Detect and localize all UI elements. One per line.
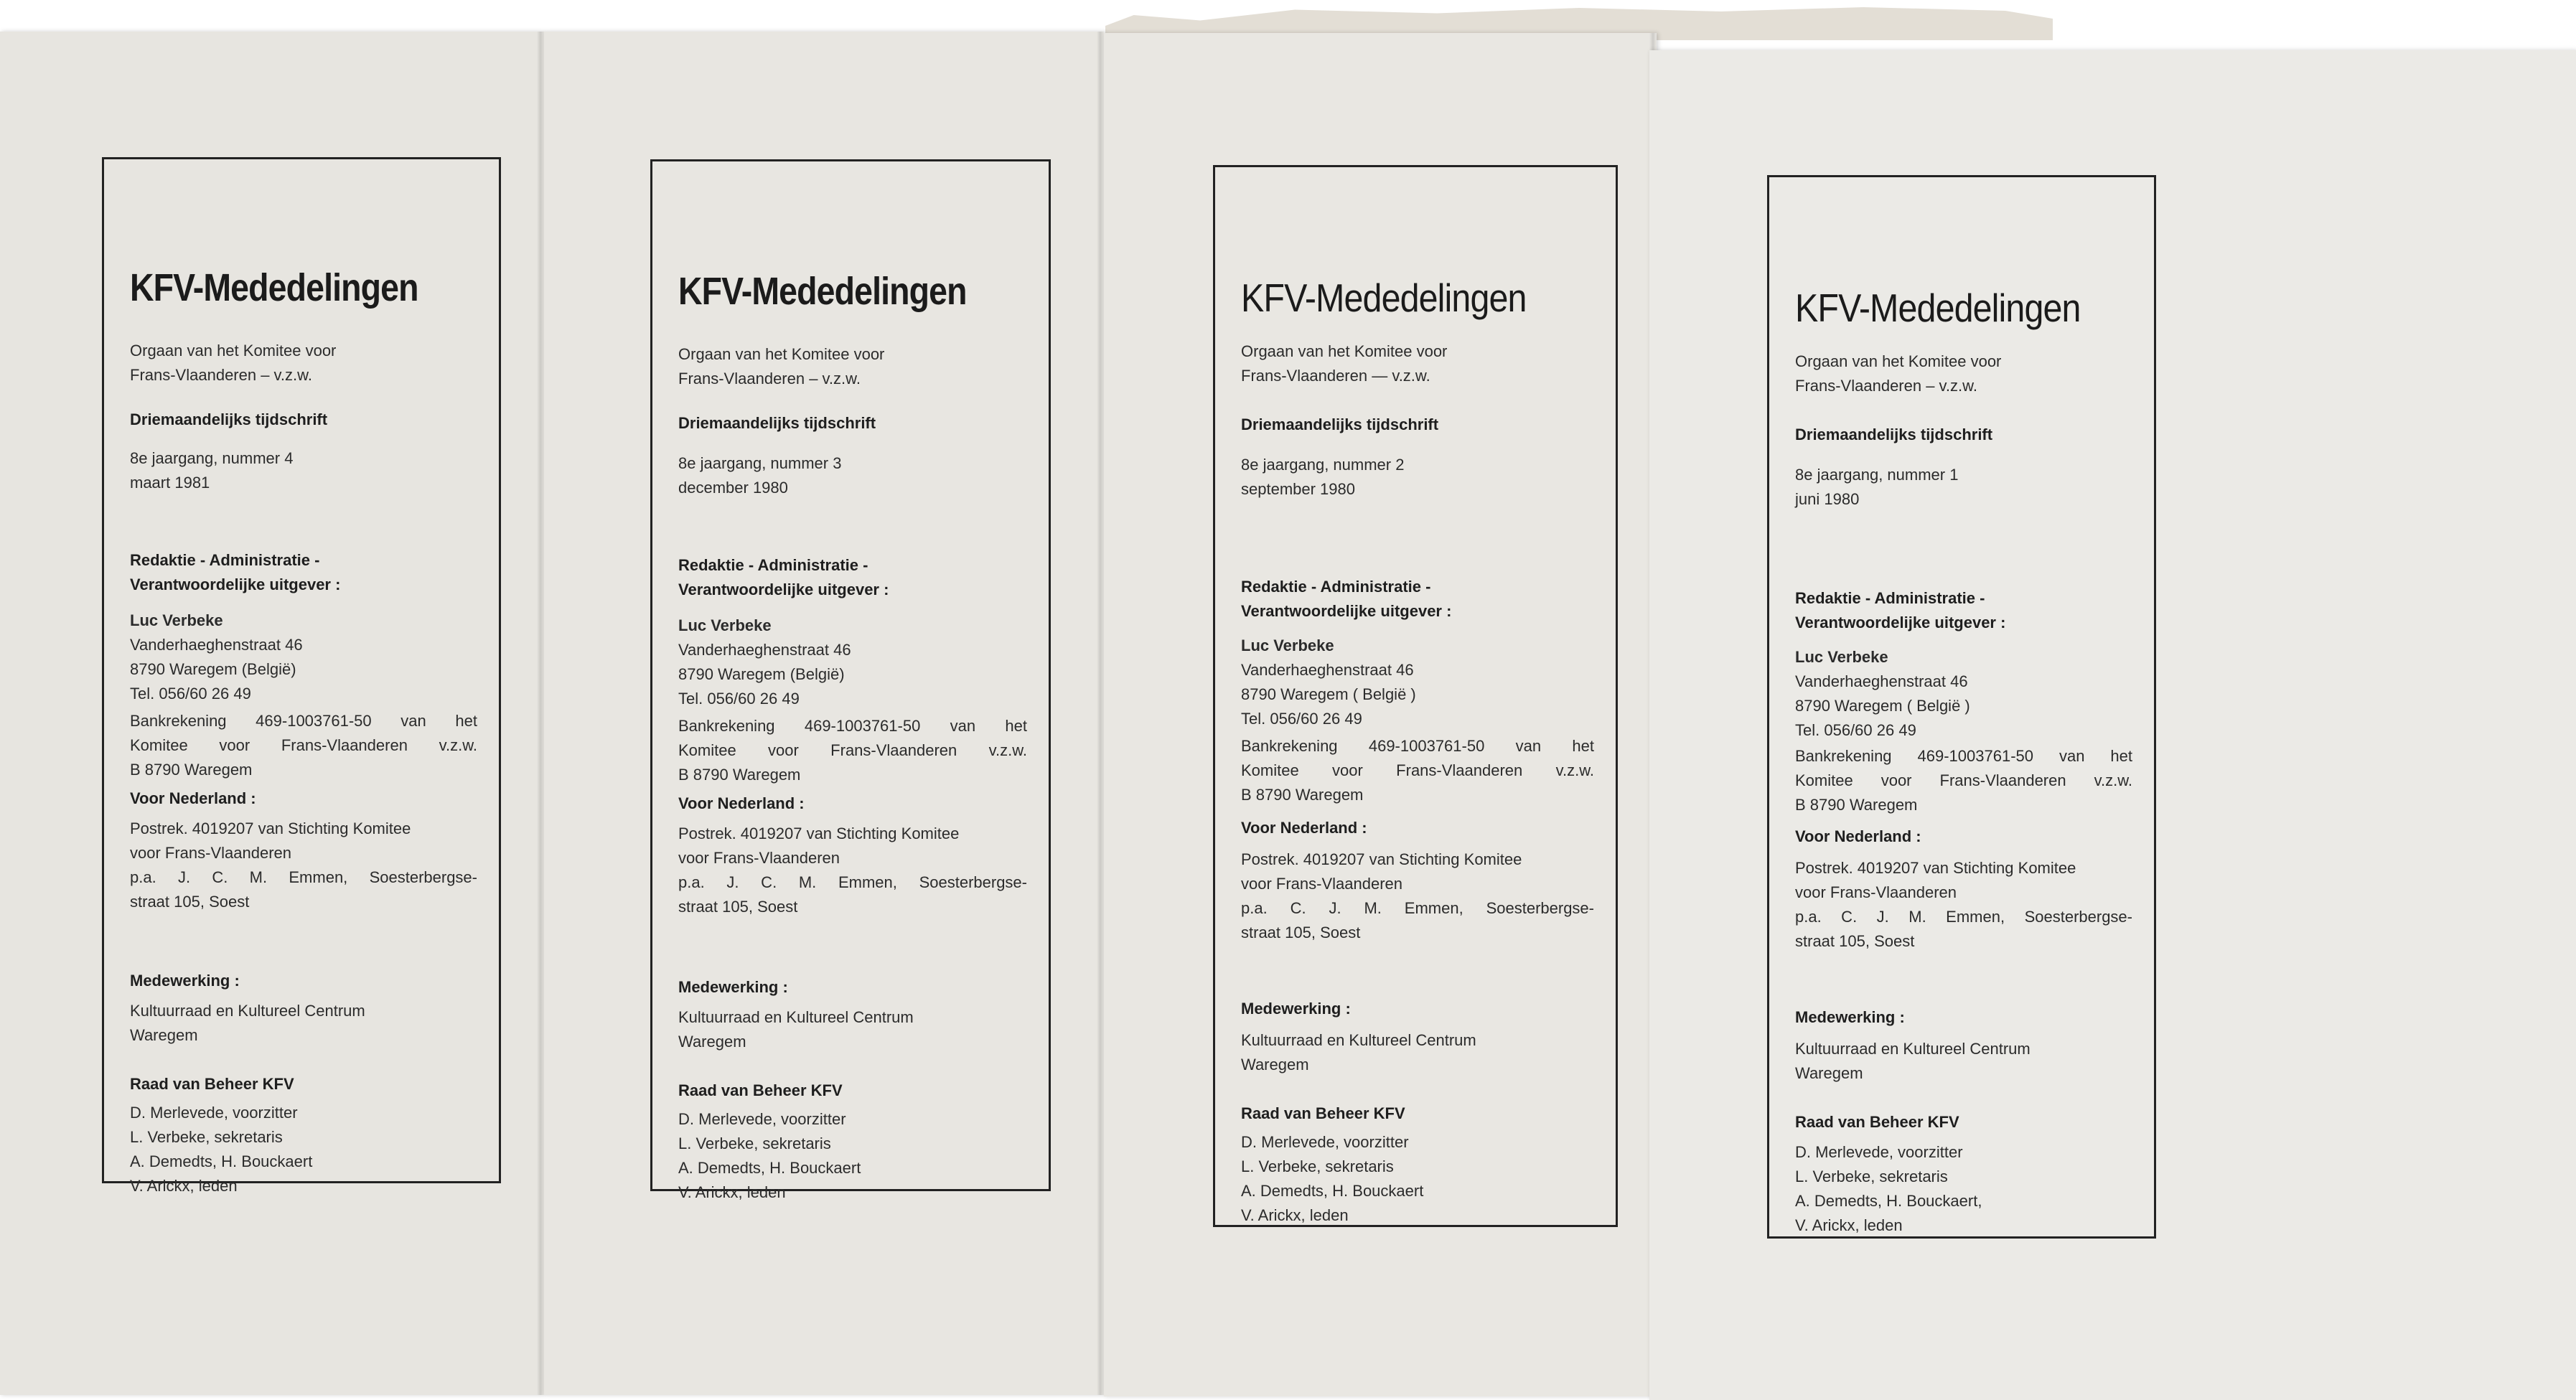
colophon-frame bbox=[1767, 175, 2156, 1239]
cooperation-heading: Medewerking : bbox=[1795, 1008, 1905, 1026]
masthead-title: KFV-Mededelingen bbox=[1241, 276, 1527, 320]
bank-details: Bankrekening 469-1003761-50 van het Komitee voor Frans-Vlaanderen v.z.w. B 8790 Waregem bbox=[130, 712, 477, 779]
netherlands-details: Postrek. 4019207 van Stichting Komitee voor Frans-Vlaanderen p.a. J. C. M. Emmen, Soesterbergse- straat 105, Soest bbox=[130, 819, 477, 911]
netherlands-heading: Voor Nederland : bbox=[1795, 827, 1921, 845]
bank-details: Bankrekening 469-1003761-50 van het Komitee voor Frans-Vlaanderen v.z.w. B 8790 Waregem bbox=[678, 717, 1027, 784]
netherlands-details: Postrek. 4019207 van Stichting Komitee voor Frans-Vlaanderen p.a. C. J. M. Emmen, Soesterbergse- straat 105, Soest bbox=[1795, 859, 2132, 950]
editor-contact: Luc Verbeke Vanderhaeghenstraat 46 8790 Waregem (België) Tel. 056/60 26 49 bbox=[678, 614, 1027, 711]
booklet-spine bbox=[537, 32, 544, 1395]
colophon-frame bbox=[650, 159, 1051, 1201]
editorial-heading: Redaktie - Administratie - Verantwoordelijke uitgever : bbox=[678, 556, 889, 598]
issue-info: 8e jaargang, nummer 3 december 1980 bbox=[678, 454, 842, 497]
editor-name: Luc Verbeke bbox=[1795, 648, 1888, 666]
cooperation-details: Kultuurraad en Kultureel Centrum Waregem bbox=[678, 1008, 914, 1051]
issue-info: 8e jaargang, nummer 1 juni 1980 bbox=[1795, 466, 1959, 508]
cooperation-heading: Medewerking : bbox=[1241, 1000, 1351, 1018]
bank-details: Bankrekening 469-1003761-50 van het Komitee voor Frans-Vlaanderen v.z.w. B 8790 Waregem bbox=[1241, 737, 1594, 804]
periodical-label: Driemaandelijks tijdschrift bbox=[678, 414, 876, 432]
periodical-label: Driemaandelijks tijdschrift bbox=[1795, 426, 1993, 443]
booklet-issue-3 bbox=[544, 32, 1104, 1395]
netherlands-heading: Voor Nederland : bbox=[678, 794, 805, 812]
bank-details: Bankrekening 469-1003761-50 van het Komitee voor Frans-Vlaanderen v.z.w. B 8790 Waregem bbox=[1795, 747, 2132, 814]
editorial-heading: Redaktie - Administratie - Verantwoordelijke uitgever : bbox=[130, 551, 341, 593]
masthead-title: KFV-Mededelingen bbox=[1795, 286, 2081, 330]
issue-info: 8e jaargang, nummer 2 september 1980 bbox=[1241, 456, 1405, 498]
booklet-issue-1 bbox=[1649, 50, 2576, 1400]
board-members: D. Merlevede, voorzitter L. Verbeke, sekretaris A. Demedts, H. Bouckaert, V. Arickx, leden bbox=[1795, 1143, 1982, 1234]
board-heading: Raad van Beheer KFV bbox=[1795, 1113, 1959, 1131]
cooperation-details: Kultuurraad en Kultureel Centrum Waregem bbox=[1241, 1031, 1476, 1074]
cooperation-details: Kultuurraad en Kultureel Centrum Waregem bbox=[130, 1002, 365, 1044]
board-members: D. Merlevede, voorzitter L. Verbeke, sekretaris A. Demedts, H. Bouckaert V. Arickx, leden bbox=[1241, 1133, 1424, 1224]
booklet-issue-2 bbox=[1104, 33, 1657, 1396]
organ-description: Orgaan van het Komitee voor Frans-Vlaanderen — v.z.w. bbox=[1241, 342, 1448, 385]
netherlands-heading: Voor Nederland : bbox=[130, 789, 256, 807]
editor-name: Luc Verbeke bbox=[130, 611, 223, 629]
colophon-frame bbox=[1213, 165, 1618, 1227]
masthead-title: KFV-Mededelingen bbox=[678, 270, 967, 313]
periodical-label: Driemaandelijks tijdschrift bbox=[1241, 415, 1439, 433]
issue-info: 8e jaargang, nummer 4 maart 1981 bbox=[130, 449, 294, 492]
masthead-title: KFV-Mededelingen bbox=[130, 266, 418, 309]
editorial-heading: Redaktie - Administratie - Verantwoordelijke uitgever : bbox=[1241, 578, 1452, 620]
organ-description: Orgaan van het Komitee voor Frans-Vlaanderen – v.z.w. bbox=[130, 342, 337, 384]
board-heading: Raad van Beheer KFV bbox=[678, 1081, 843, 1099]
board-members: D. Merlevede, voorzitter L. Verbeke, sekretaris A. Demedts, H. Bouckaert V. Arickx, leden bbox=[678, 1110, 861, 1201]
cooperation-heading: Medewerking : bbox=[130, 972, 240, 990]
organ-description: Orgaan van het Komitee voor Frans-Vlaanderen – v.z.w. bbox=[678, 345, 885, 387]
editor-name: Luc Verbeke bbox=[1241, 636, 1334, 654]
editorial-heading: Redaktie - Administratie - Verantwoordelijke uitgever : bbox=[1795, 589, 2006, 631]
editor-contact: Luc Verbeke Vanderhaeghenstraat 46 8790 Waregem ( België ) Tel. 056/60 26 49 bbox=[1241, 634, 1594, 731]
board-members: D. Merlevede, voorzitter L. Verbeke, sekretaris A. Demedts, H. Bouckaert V. Arickx, leden bbox=[130, 1104, 313, 1195]
organ-description: Orgaan van het Komitee voor Frans-Vlaanderen – v.z.w. bbox=[1795, 352, 2002, 395]
board-heading: Raad van Beheer KFV bbox=[130, 1075, 294, 1093]
editor-contact: Luc Verbeke Vanderhaeghenstraat 46 8790 Waregem (België) Tel. 056/60 26 49 bbox=[130, 609, 477, 706]
board-heading: Raad van Beheer KFV bbox=[1241, 1104, 1405, 1122]
cooperation-heading: Medewerking : bbox=[678, 978, 788, 996]
colophon-frame bbox=[102, 157, 501, 1195]
booklet-issue-4 bbox=[0, 32, 544, 1395]
editor-name: Luc Verbeke bbox=[678, 616, 772, 634]
netherlands-heading: Voor Nederland : bbox=[1241, 819, 1367, 837]
cooperation-details: Kultuurraad en Kultureel Centrum Waregem bbox=[1795, 1040, 2031, 1082]
periodical-label: Driemaandelijks tijdschrift bbox=[130, 410, 328, 428]
netherlands-details: Postrek. 4019207 van Stichting Komitee voor Frans-Vlaanderen p.a. C. J. M. Emmen, Soesterbergse- straat 105, Soest bbox=[1241, 850, 1594, 941]
netherlands-details: Postrek. 4019207 van Stichting Komitee voor Frans-Vlaanderen p.a. J. C. M. Emmen, Soesterbergse- straat 105, Soest bbox=[678, 825, 1027, 916]
booklet-spine bbox=[1097, 32, 1104, 1395]
editor-contact: Luc Verbeke Vanderhaeghenstraat 46 8790 Waregem ( België ) Tel. 056/60 26 49 bbox=[1795, 645, 2132, 743]
